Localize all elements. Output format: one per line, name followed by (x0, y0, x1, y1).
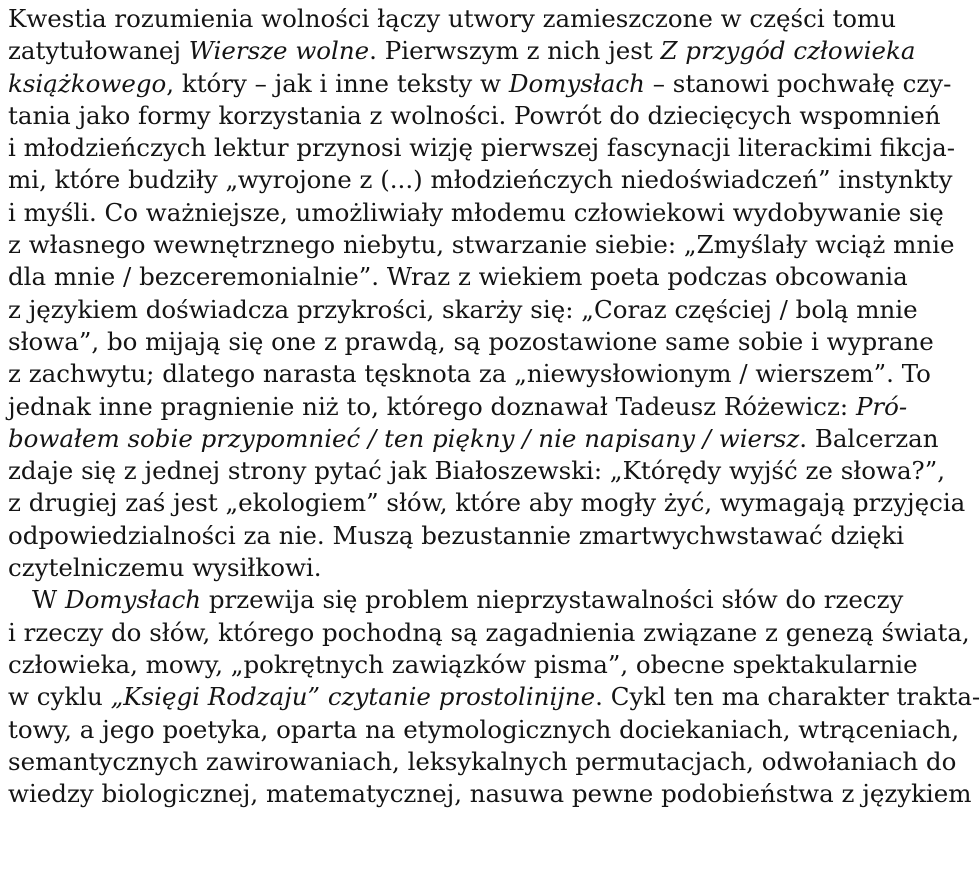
text-segment: . Cykl ten ma charakter trakta- (595, 682, 980, 712)
text-segment: . Pierwszym z nich jest (369, 36, 661, 66)
text-line (8, 35, 916, 67)
text-segment: w cyklu (8, 682, 111, 712)
text-line (8, 552, 892, 584)
paragraph (8, 584, 980, 810)
text-segment: z zachwytu; dlatego narasta tęsknota za „niewysłowionym / wierszem”. To (8, 359, 931, 389)
text-segment: odpowiedzialności za nie. Muszą bezustannie zmartwychwstawać dzięki (8, 520, 905, 550)
text-line (8, 229, 955, 261)
paragraph (8, 3, 966, 584)
text-line (8, 164, 953, 196)
text-line (8, 391, 908, 423)
text-segment: semantycznych zawirowaniach, leksykalnych permutacjach, odwołaniach do (8, 746, 957, 776)
text-line (8, 68, 952, 100)
text-line (8, 100, 941, 132)
text-line (8, 132, 955, 164)
text-line (8, 455, 946, 487)
text-line (8, 681, 980, 713)
italic-text: bowałem sobie przypomnieć / ten piękny / nie napisany / wiersz (8, 423, 800, 453)
text-segment: i rzeczy do słów, którego pochodną są zagadnienia związane z genezą świata, (8, 617, 970, 647)
text-segment: i myśli. Co ważniejsze, umożliwiały młodemu człowiekowi wydobywanie się (8, 197, 944, 227)
text-line (8, 358, 931, 390)
text-segment: dla mnie / bezceremonialnie”. Wraz z wiekiem poeta podczas obcowania (8, 262, 908, 292)
text-line (8, 617, 970, 649)
text-line (8, 3, 897, 35)
text-line (8, 778, 972, 810)
italic-text: Wiersze wolne (188, 36, 370, 66)
text-segment: jednak inne pragnienie niż to, którego doznawał Tadeusz Różewicz: (8, 391, 856, 421)
text-line (8, 649, 918, 681)
text-line (8, 197, 944, 229)
text-segment: i młodzieńczych lektur przynosi wizję pierwszej fascynacji literackimi fikcja- (8, 133, 955, 163)
text-segment: W (32, 585, 65, 615)
text-segment: zdaje się z jednej strony pytać jak Białoszewski: „Którędy wyjść ze słowa?”, (8, 456, 946, 486)
text-segment: , który – jak i inne teksty w (166, 68, 509, 98)
text-segment: . Balcerzan (799, 423, 939, 453)
italic-text: Z przygód człowieka (660, 36, 916, 66)
text-segment: z językiem doświadcza przykrości, skarży się: „Coraz częściej / bolą mnie (8, 294, 918, 324)
text-segment: towy, a jego poetyka, oparta na etymologicznych dociekaniach, wtrąceniach, (8, 714, 960, 744)
text-line (8, 714, 960, 746)
text-line (8, 261, 908, 293)
text-line (8, 294, 918, 326)
text-segment: z własnego wewnętrznego niebytu, stwarzanie siebie: „Zmyślały wciąż mnie (8, 230, 955, 260)
text-segment: mi, które budziły „wyrojone z (...) młodzieńczych niedoświadczeń” instynkty (8, 165, 953, 195)
text-line (8, 746, 957, 778)
italic-text: książkowego (8, 68, 167, 98)
italic-text: Domysłach (508, 68, 645, 98)
text-segment: człowieka, mowy, „pokrętnych zawiązków pisma”, obecne spektakularnie (8, 649, 918, 679)
text-segment: z drugiej zaś jest „ekologiem” słów, które aby mogły żyć, wymagają przyjęcia (8, 488, 966, 518)
text-segment: – stanowi pochwałę czy- (644, 68, 952, 98)
text-line (8, 487, 966, 519)
italic-text: „Księgi Rodzaju” czytanie prostolinijne (110, 682, 596, 712)
text-line (8, 520, 905, 552)
text-segment: wiedzy biologicznej, matematycznej, nasuwa pewne podobieństwa z językiem (8, 779, 972, 809)
text-line (8, 326, 934, 358)
text-segment: tania jako formy korzystania z wolności. Powrót do dziecięcych wspomnień (8, 100, 941, 130)
text-segment: przewija się problem nieprzystawalności słów do rzeczy (201, 585, 904, 615)
text-line (8, 423, 939, 455)
text-segment: czytelniczemu wysiłkowi. (8, 553, 322, 583)
text-segment: Kwestia rozumienia wolności łączy utwory zamieszczone w części tomu (8, 4, 897, 33)
text-line (8, 584, 904, 616)
italic-text: Pró- (855, 391, 908, 421)
text-segment: słowa”, bo mijają się one z prawdą, są pozostawione same sobie i wyprane (8, 326, 934, 356)
italic-text: Domysłach (64, 585, 202, 615)
text-segment: zatytułowanej (8, 36, 189, 66)
